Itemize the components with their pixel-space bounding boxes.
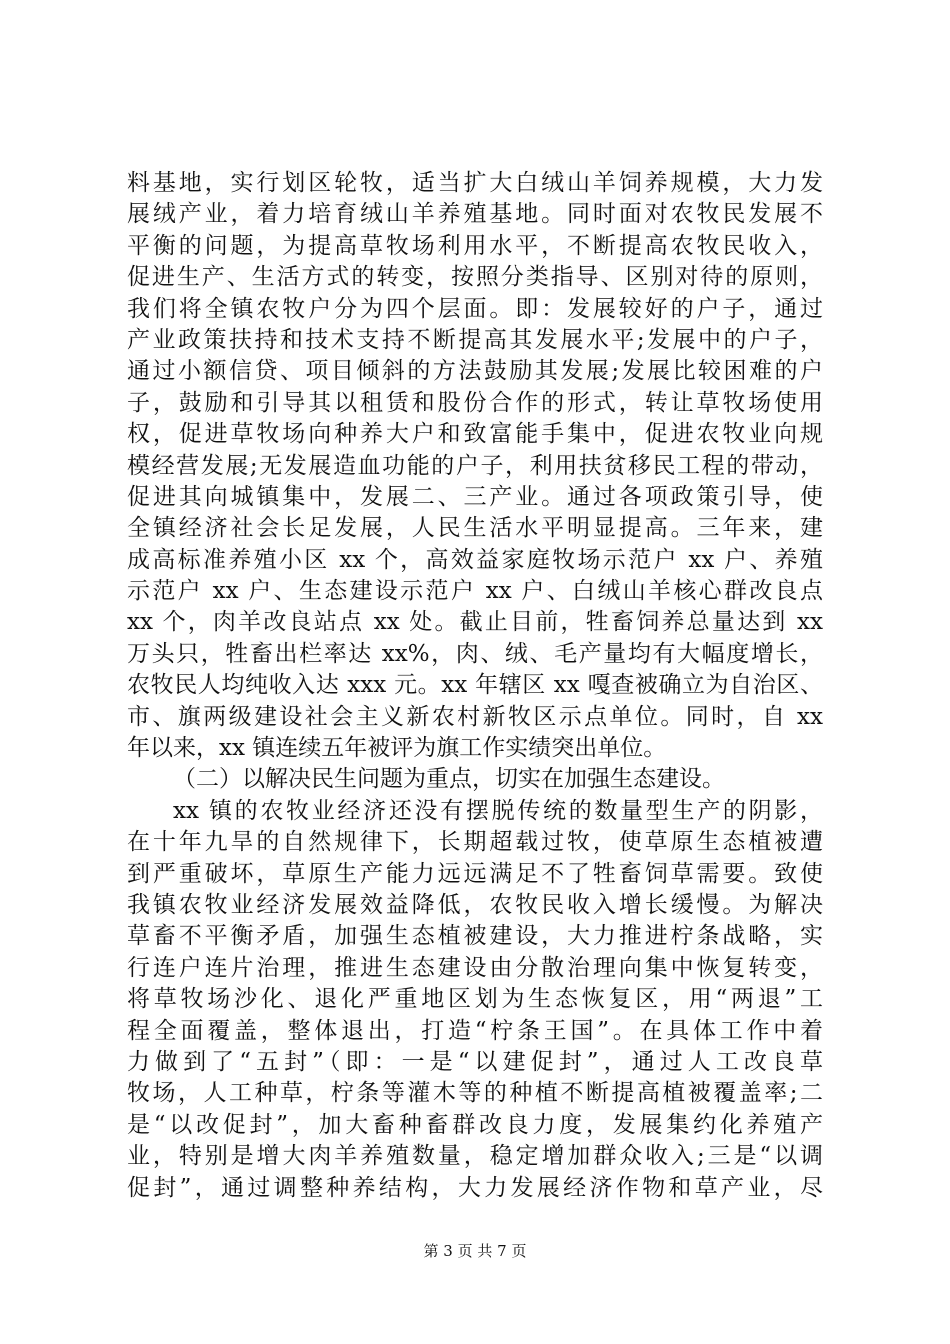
paragraph-line: 子，鼓励和引导其以租赁和股份合作的形式，转让草牧场使用 xyxy=(127,389,823,416)
paragraph-line: 程全面覆盖，整体退出，打造“柠条王国”。在具体工作中着 xyxy=(127,1017,823,1044)
paragraph-line: xx 镇的农牧业经济还没有摆脱传统的数量型生产的阴影， xyxy=(173,797,823,824)
paragraph-line: 业，特别是增大肉羊养殖数量，稳定增加群众收入;三是“以调 xyxy=(127,1143,823,1170)
paragraph-line: 我们将全镇农牧户分为四个层面。即：发展较好的户子，通过 xyxy=(127,295,823,322)
paragraph-line: 示范户 xx 户、生态建设示范户 xx 户、白绒山羊核心群改良点 xyxy=(127,578,823,605)
paragraph-line: 促进生产、生活方式的转变，按照分类指导、区别对待的原则， xyxy=(127,264,823,291)
paragraph-line: 是“以改促封”，加大畜种畜群改良力度，发展集约化养殖产 xyxy=(127,1111,823,1138)
paragraph-line: 平衡的问题，为提高草牧场利用水平，不断提高农牧民收入， xyxy=(127,232,823,259)
paragraph-line: 模经营发展;无发展造血功能的户子，利用扶贫移民工程的带动， xyxy=(127,452,823,479)
paragraph-line: 万头只，牲畜出栏率达 xx%，肉、绒、毛产量均有大幅度增长， xyxy=(127,640,823,667)
document-body xyxy=(127,168,823,1204)
paragraph-line: 权，促进草牧场向种养大户和致富能手集中，促进农牧业向规 xyxy=(127,421,823,448)
paragraph-line: 我镇农牧业经济发展效益降低，农牧民收入增长缓慢。为解决 xyxy=(127,891,823,918)
paragraph-line: 展绒产业，着力培育绒山羊养殖基地。同时面对农牧民发展不 xyxy=(127,201,823,228)
paragraph-line: 将草牧场沙化、退化严重地区划为生态恢复区，用“两退”工 xyxy=(127,986,823,1013)
paragraph-line: 力做到了“五封”（即：一是“以建促封”，通过人工改良草 xyxy=(127,1048,823,1075)
paragraph-line: 年以来，xx 镇连续五年被评为旗工作实绩突出单位。 xyxy=(127,735,667,762)
paragraph-line: 促进其向城镇集中，发展二、三产业。通过各项政策引导，使 xyxy=(127,483,823,510)
paragraph-line: 在十年九旱的自然规律下，长期超载过牧，使草原生态植被遭 xyxy=(127,829,823,856)
paragraph-line: 全镇经济社会长足发展，人民生活水平明显提高。三年来，建 xyxy=(127,515,823,542)
paragraph-line: 草畜不平衡矛盾，加强生态植被建设，大力推进柠条战略，实 xyxy=(127,923,823,950)
paragraph-line: 牧场，人工种草，柠条等灌木等的种植不断提高植被覆盖率;二 xyxy=(127,1080,823,1107)
paragraph-line: 产业政策扶持和技术支持不断提高其发展水平;发展中的户子， xyxy=(127,326,823,353)
page-number-footer: 第 3 页 共 7 页 xyxy=(423,1242,527,1260)
paragraph-line: xx 个，肉羊改良站点 xx 处。截止目前，牲畜饲养总量达到 xx xyxy=(127,609,823,636)
section-heading: （二）以解决民生问题为重点，切实在加强生态建设。 xyxy=(173,766,725,793)
paragraph-line: 行连户连片治理，推进生态建设由分散治理向集中恢复转变， xyxy=(127,954,823,981)
paragraph-line: 料基地，实行划区轮牧，适当扩大白绒山羊饲养规模，大力发 xyxy=(127,170,823,196)
paragraph-line: 成高标准养殖小区 xx 个，高效益家庭牧场示范户 xx 户、养殖 xyxy=(127,546,823,573)
paragraph-line: 通过小额信贷、项目倾斜的方法鼓励其发展;发展比较困难的户 xyxy=(127,358,823,385)
paragraph-line: 市、旗两级建设社会主义新农村新牧区示点单位。同时，自 xx xyxy=(127,703,823,730)
paragraph-line: 促封”，通过调整种养结构，大力发展经济作物和草产业，尽 xyxy=(127,1174,823,1201)
paragraph-line: 到严重破坏，草原生产能力远远满足不了牲畜饲草需要。致使 xyxy=(127,860,823,887)
paragraph-line: 农牧民人均纯收入达 xxx 元。xx 年辖区 xx 嘎查被确立为自治区、 xyxy=(127,672,823,699)
